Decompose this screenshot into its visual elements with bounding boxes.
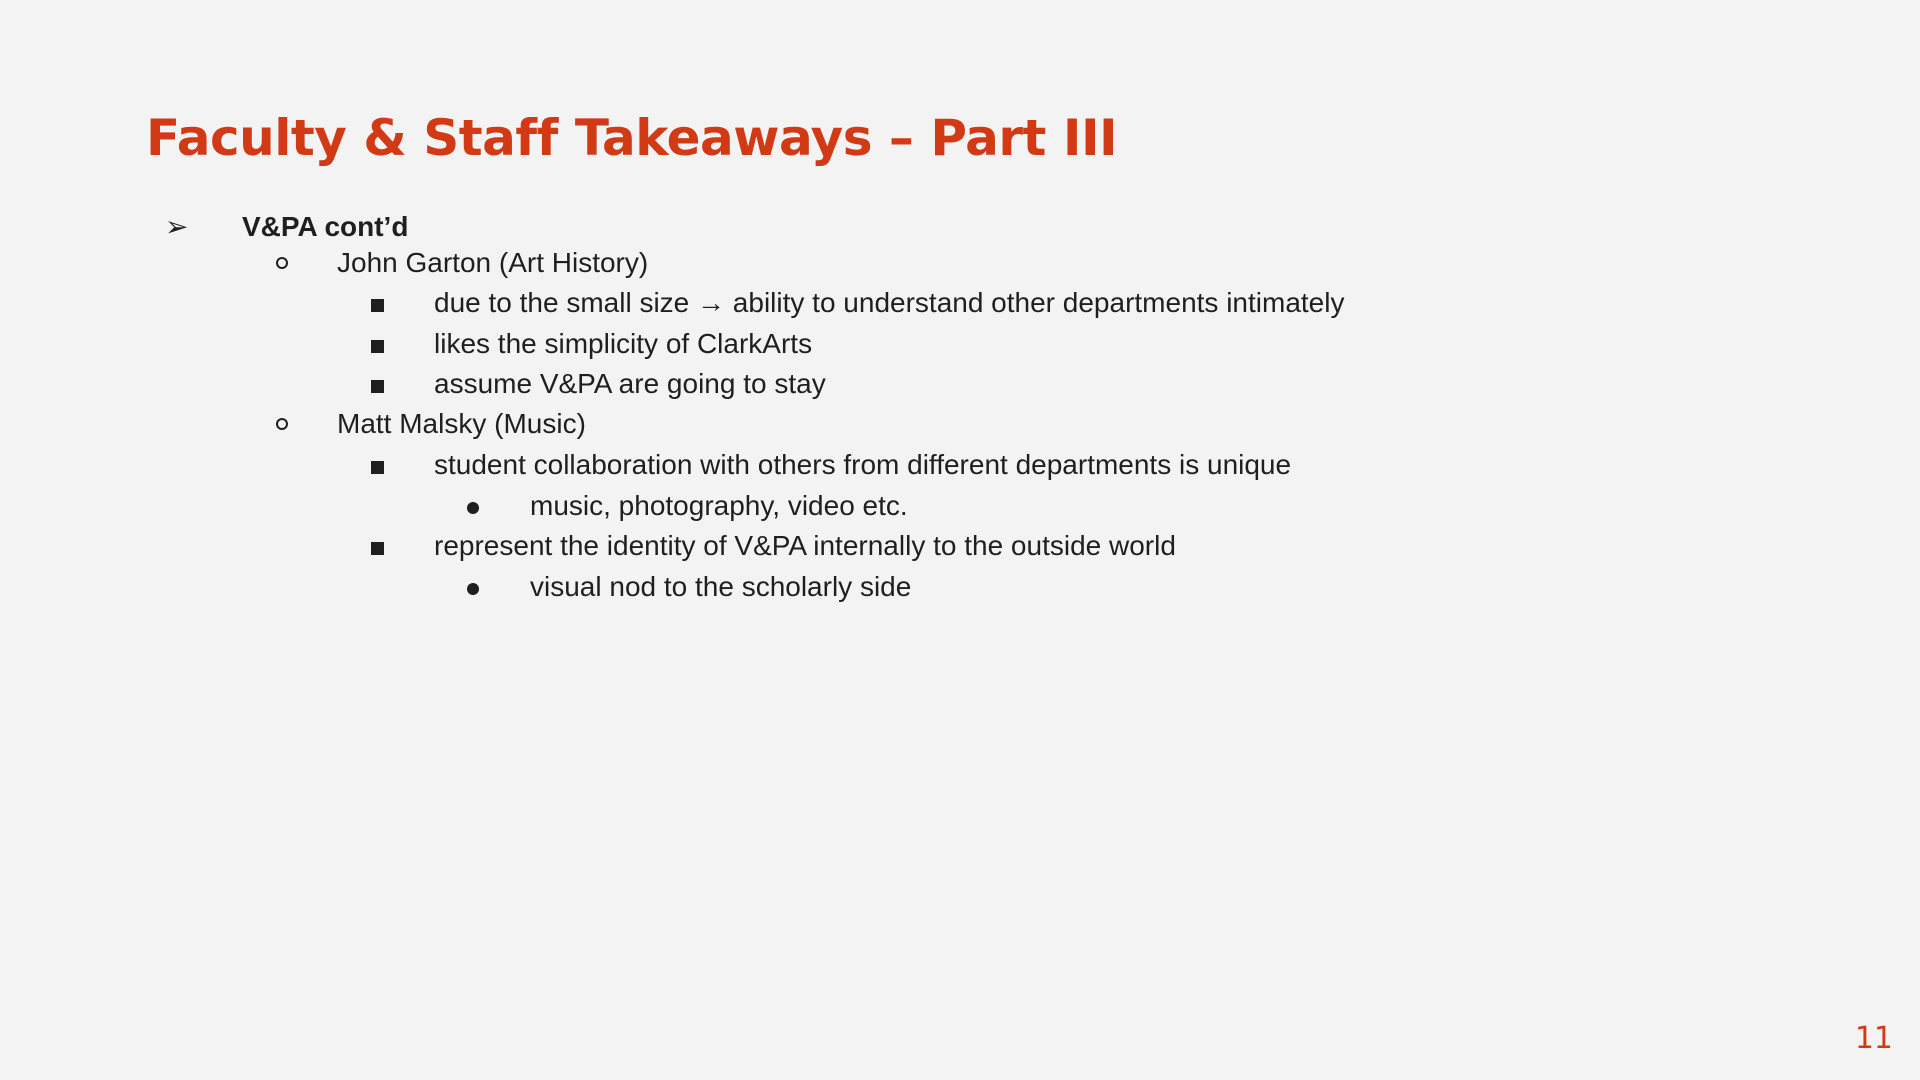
page-number: 11 xyxy=(1854,1021,1893,1056)
list-item-label: due to the small size → ability to understand other departments intimately xyxy=(434,287,1345,318)
filled-dot-bullet-icon xyxy=(467,502,479,514)
hollow-circle-bullet-icon xyxy=(276,418,288,430)
list-item-level4 xyxy=(0,567,1920,607)
arrow-bullet-icon: ➢ xyxy=(165,210,189,243)
list-item-level3 xyxy=(0,283,1920,323)
list-item-level2 xyxy=(0,243,1920,283)
list-item-label: represent the identity of V&PA internally to the outside world xyxy=(434,530,1176,561)
list-item-label: assume V&PA are going to stay xyxy=(434,368,826,399)
list-item-label: visual nod to the scholarly side xyxy=(530,571,912,602)
list-item-label: Matt Malsky (Music) xyxy=(337,408,586,439)
list-item-level1 xyxy=(0,207,1920,247)
list-item-level4 xyxy=(0,486,1920,526)
list-item-level3 xyxy=(0,526,1920,566)
slide-title: Faculty & Staff Takeaways – Part III xyxy=(146,109,1118,167)
list-item-label: student collaboration with others from different departments is unique xyxy=(434,449,1292,480)
list-item-label: V&PA cont’d xyxy=(242,211,409,242)
square-bullet-icon xyxy=(371,340,384,353)
list-item-label: John Garton (Art History) xyxy=(337,247,649,278)
list-item-level2 xyxy=(0,404,1920,444)
square-bullet-icon xyxy=(371,542,384,555)
list-item-level3 xyxy=(0,364,1920,404)
square-bullet-icon xyxy=(371,461,384,474)
list-item-label: music, photography, video etc. xyxy=(530,490,908,521)
square-bullet-icon xyxy=(371,299,384,312)
hollow-circle-bullet-icon xyxy=(276,257,288,269)
list-item-label: likes the simplicity of ClarkArts xyxy=(434,328,813,359)
list-item-level3 xyxy=(0,445,1920,485)
list-item-level3 xyxy=(0,324,1920,364)
filled-dot-bullet-icon xyxy=(467,583,479,595)
square-bullet-icon xyxy=(371,380,384,393)
